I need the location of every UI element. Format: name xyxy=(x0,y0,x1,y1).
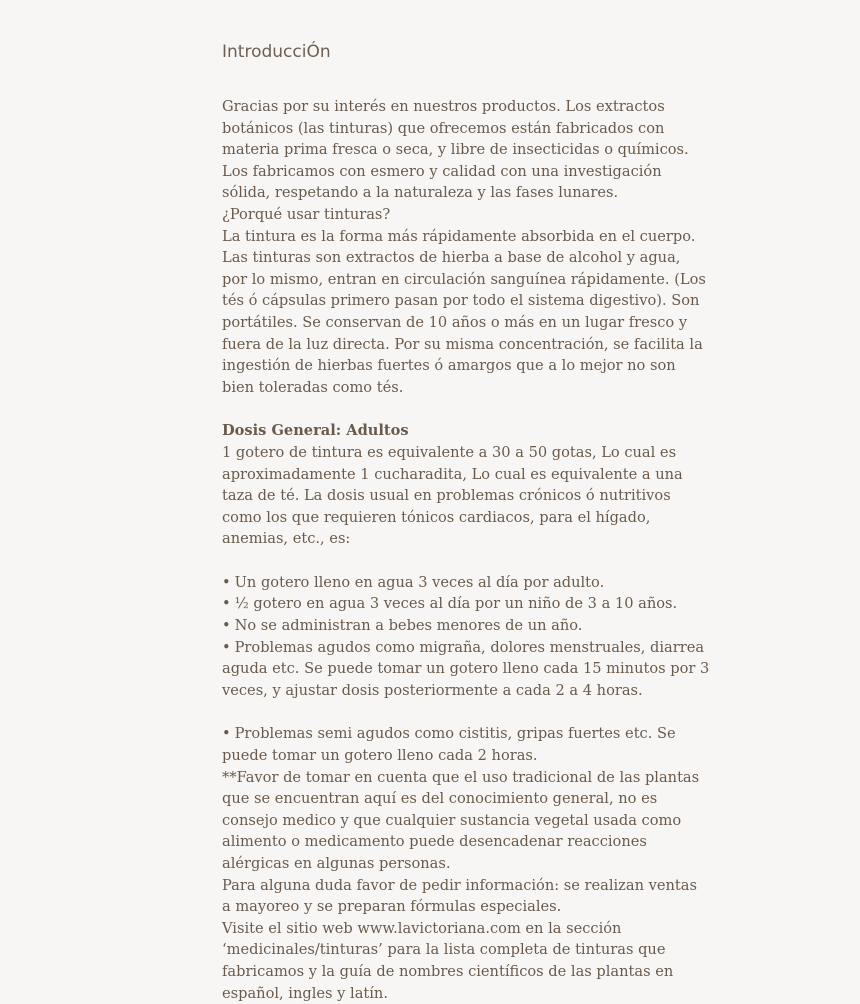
bullet-icon: • xyxy=(222,638,231,656)
spacer xyxy=(222,398,710,420)
contact-note: Para alguna duda favor de pedir información: se realizan ventas a mayoreo y se preparan fórmulas especiales. xyxy=(222,876,697,916)
disclaimer-note: **Favor de tomar en cuenta que el uso tradicional de las plantas que se encuentran aquí es del conocimiento general, no es consejo medico y que cualquier sustancia vegetal usada como alimento o medicamento puede desencadenar reacciones alérgicas en algunas personas. xyxy=(222,768,700,872)
intro-question: ¿Porqué usar tinturas? xyxy=(222,205,391,223)
list-item xyxy=(222,615,710,637)
bullet-icon: • xyxy=(222,617,231,635)
document-body xyxy=(222,96,710,1004)
intro-paragraph: Gracias por su interés en nuestros productos. Los extractos botánicos (las tinturas) que ofrecemos están fabricados con materia prima fresca o seca, y libre de insecticidas o químicos. Los fabricamos con esmero y calidad con una investigación sólida, respetando a la naturaleza y las fases lunares. xyxy=(222,98,689,202)
bullet-icon: • xyxy=(222,595,231,613)
intro-answer: La tintura es la forma más rápidamente absorbida en el cuerpo. Las tinturas son extractos de hierba a base de alcohol y agua, por lo mismo, entran en circulación sanguínea rápidamente. (Los tés ó cápsulas primero pasan por todo el sistema digestivo). Son portátiles. Se conservan de 10 años o más en un lugar fresco y fuera de la luz directa. Por su misma concentración, se facilita la ingestión de hierbas fuertes ó amargos que a lo mejor no son bien toleradas como tés. xyxy=(222,227,706,396)
bullet-icon: • xyxy=(222,573,231,591)
list-item xyxy=(222,723,710,766)
spacer xyxy=(222,550,710,572)
list-item xyxy=(222,637,710,702)
list-item-text: Un gotero lleno en agua 3 veces al día por adulto. xyxy=(234,573,605,591)
list-item-text: No se administran a bebes menores de un año. xyxy=(234,617,583,635)
dosage-semi-list xyxy=(222,723,710,766)
list-item xyxy=(222,572,710,594)
list-item-text: Problemas semi agudos como cistitis, gripas fuertes etc. Se puede tomar un gotero lleno cada 2 horas. xyxy=(222,725,676,765)
list-item xyxy=(222,593,710,615)
website-note: Visite el sitio web www.lavictoriana.com en la sección ‘medicinales/tinturas’ para la lista completa de tinturas que fabricamos y la guía de nombres científicos de las plantas en español, ingles y latín. xyxy=(222,919,674,1002)
list-item-text: ½ gotero en agua 3 veces al día por un niño de 3 a 10 años. xyxy=(234,595,678,613)
dosage-bullet-list xyxy=(222,572,710,702)
bullet-icon: • xyxy=(222,725,231,743)
list-item-text: Problemas agudos como migraña, dolores menstruales, diarrea aguda etc. Se puede tomar un gotero lleno cada 15 minutos por 3 veces, y ajustar dosis posteriormente a cada 2 a 4 horas. xyxy=(222,638,710,699)
dosage-text: 1 gotero de tintura es equivalente a 30 a 50 gotas, Lo cual es aproximadamente 1 cucharadita, Lo cual es equivalente a una taza de té. La dosis usual en problemas crónicos ó nutritivos como los que requieren tónicos cardiacos, para el hígado, anemias, etc., es: xyxy=(222,443,683,548)
page-title: IntroducciÓn xyxy=(222,42,331,62)
spacer xyxy=(222,701,710,723)
dosage-heading: Dosis General: Adultos xyxy=(222,422,409,440)
